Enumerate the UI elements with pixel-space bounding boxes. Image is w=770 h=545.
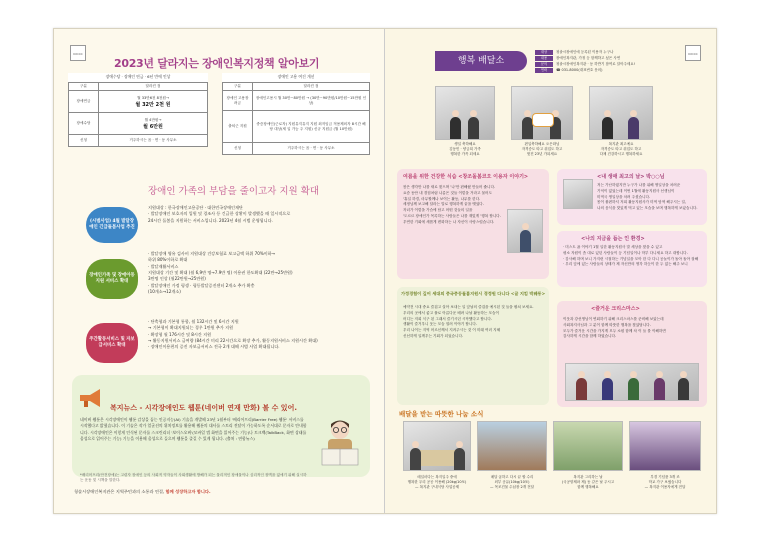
pill-description: · 발달장애 영유 검사비 지원대상 건강보험료 보고금액 하위 70%이하→ 하위 80%이하로 확대 · 발달재활서비스 지원대상 기간 및 확대 (월 6,9만 명→7.9만 명) 이용권 한도확대 (22만→25만원) 3만명 인상 (월22만원→25만원) · 발달장애인 가정 평생 · 평등발달증진센터 2개소 추가 확충 (10개소→12개소) <box>148 251 293 295</box>
panel-title: 가정경험이 깊어 세대의 중국중등돌봄지원시 경정원 다니다 <글 지킴 박웨동> <box>401 291 546 296</box>
photo-caption: 매일마다는 복지일주 중에 행복한 우리 공공 이용해 (20kg/10포) — 복지관 구내식당 사업공제 <box>407 475 467 490</box>
table-row <box>69 91 208 113</box>
section-heading: 배달을 받는 따뜻한 나눔 소식 <box>399 410 484 418</box>
pill-description: · 단축형과 기본형 통합, 월 132시간 및 6시간 지원 → 기본형이 확대지원되는 경우 1만원 추가 지원 · 확장형 월 176시간 및 8시간 지원 → 활동지원서비스 급여량 (84시간 미리 22시간으로 확장 추가, 활동지원서비스 지원시간 확대) · 장애인이용편의 증진 자보급서비스 전국 2개 대해 시범 사업 확대됩니다. <box>148 319 318 350</box>
panel-body: 봄은 생각만 나를 새로 찾으며 '나'만 편해줬 만들어 줍니다. 요즘 동안 내 경험처럼 나름은 것들 이렇을 거라고 물어도 '휴일 하경, 마무할께나 보이는 활동, 나무를 한다. 세정님께 보고해 달라는 말로 행복하게 끝을 맺었다. 자녀가 이렇을 가슴에 담고 어떤 것들의 일을 '도르르 장애인가 목록하는 사람들은 나를 재밌게 '행복 합니다. 우연한 기회에 새롭게 변화하는 나 자신이 사랑스럽습니다. <box>403 185 501 224</box>
panel-title: 여름을 위한 건강한 식습 <창조돌봄코오 이용자 이야기> <box>403 174 529 180</box>
table-header: 달라진 점 <box>253 83 370 91</box>
table-row <box>69 113 208 135</box>
pension-table <box>68 73 208 147</box>
panel-title: <나의 지금을 돕는 인 환경> <box>581 236 645 242</box>
page-title: 2023년 달라지는 장애인복지정책 알아보기 <box>114 57 320 70</box>
info-list <box>535 50 635 74</box>
section-ribbon: 행복 배달소 <box>435 51 527 71</box>
photo <box>629 421 701 471</box>
row-text: 거주하시는 읍 · 면 · 동 사무소 <box>253 143 370 155</box>
panel-title: <내 생애 최고의 날> 박○○님 <box>597 174 665 180</box>
table-caption: 장애인 고용 여건 개선 <box>277 74 315 79</box>
table-row <box>223 91 370 111</box>
pill-label: 장애인가족 및 장애아동지원 서비스 확대 <box>86 259 138 299</box>
footer-note: 청솔시장애인복지관은 지역주민과의 소통과 연결, 함께 성장하고자 합니다. <box>74 489 211 494</box>
row-main: 월 32만 2천 원 <box>135 101 171 108</box>
welfare-title: 복지뉴스 - 시각장애인도 웹툰(네이버 연재 만화) 볼 수 있어. <box>110 404 297 412</box>
newsletter-spread <box>53 28 717 514</box>
employment-table <box>222 73 370 155</box>
row-label: 장애인 고용장려금 <box>223 91 253 111</box>
photo <box>477 421 547 471</box>
table-row <box>69 135 208 147</box>
table-row <box>223 143 370 155</box>
photo <box>507 209 543 253</box>
panel-body: 예약전 시대 중요 즐겁고 살아 보내는 일 앞날의 즐겁을 예시된 것 들을 펼쳐 보세요. 우리의 곳에서 좋고 풀로 아름다운 배려 나날 활동하는 모습이 어디는 저희 식구 된 그래서 즐기시던 시작했다고 합니다. 생활이 즐거우니 웃는 모습 열려 이야기 합니다. 우리 나이는 지역 어르신께서 지켜주시는 것 이 미래 여러 지혜 신선하게 일깨우는 기회가 되었습니다. <box>403 305 534 338</box>
row-sub: 월 33만6천 8천원→ <box>137 95 169 100</box>
photo <box>435 86 495 140</box>
row-sub: 월 4만원→ <box>144 117 162 122</box>
photo <box>589 86 653 140</box>
reader-illustration-icon <box>316 417 364 469</box>
info-item: 연락 ☎ 031-8000(대표번호 문의) <box>535 68 635 74</box>
pill-label: (시범사업) 4월 발달장애인 긴급돌봄사업 추진 <box>86 207 138 243</box>
table-row <box>223 111 370 143</box>
photo-caption: 복지관 최고예요 자격증도 따고 취업도 하고 다채 건강하시고 행복하세요 <box>599 142 643 157</box>
section-subtitle: 장애인 가족의 부담을 줄이고자 지원 확대 <box>148 186 320 197</box>
agency-logo: IOCCC <box>70 45 86 61</box>
panel-body: · 미스트 폼 이야기 1월 일한 활동지원사 말 세상을 찾을 수 있고 평소 자원이 좀 대로 있던 사람들이 등 기념일이나 학부 다니세요 하고 대합니다. · 감사해 하며 보니 가지런 시절하는 기념일을 모아 한 다 다니 공놀이가 돌아 돌아 잘해 · 우리 앞에 있는 사람들의 상태가 제 자신만의 생각 하듯이 한 두 없는 해주 보니 <box>563 245 699 267</box>
pill-description: 지원대상 : 한국장애인고용공단 · 대한민국장애인재단 · 발달장애인 보호자의 입원 및 경조사 등 긴급한 상황이 발생했을 때 일시적으로 24시간 돌봄을 지원하는 서비스입니다. 2023년 4월 시범 운영됩니다. <box>148 205 291 223</box>
row-text: 장애인고용시 월 30만~80만원 → (30만~90만원/10만원~15만원 인상) <box>253 91 370 111</box>
photo <box>511 86 573 140</box>
photo-caption: 편입축하해요 오은화님 자격증도 따고 취업도 하고 멋진 23년 가되세요 <box>521 142 563 157</box>
photo-caption: 복지관 그리하는 날 (국공항제파 제) 동 같은 날 주시고 함께 행복해요 <box>561 475 615 490</box>
right-page <box>385 29 716 513</box>
photo-caption: 생일 축하해요 김동민 · 양금희 가족 행복한 가족 되세요 <box>449 142 481 157</box>
photo <box>553 421 623 471</box>
left-page <box>54 29 385 513</box>
photo-caption: 매달 곱하고 다시 끝 할 수리 외부 공유(10kg/10포) — 목조건물 수납장 2개 전달 <box>490 475 534 490</box>
info-item: 내용 장애인복지관, 가정 등 함께하고 싶은 사연 <box>535 56 635 62</box>
photo-caption: 부경 기념품 3개 조 학교 가구 보냈습니다 — 복지관 이용자에게 전달 <box>644 475 686 490</box>
pill-label: 주간활동서비스 및 자보급서비스 확대 <box>86 323 138 363</box>
table-caption: 장애수당 · 장애인 연금 · 6년 만에 인상 <box>105 74 171 79</box>
row-label: 장애수당 <box>69 113 99 135</box>
row-label: 장애연금 <box>69 91 99 113</box>
welfare-body: 네이버 웹툰은 시각장애인이 웹툰 감상을 돕는 인공지능(AI) 기술을 개발해 23년 1월부터 '배리어프리(Barrier Free) 웹툰' 서비스를 시작했다고 밝혔습니다. 이 기술은 작가 얼굴선의 위치정보를 활용해 웹툰의 대사를 스토리 전달이 가능하도록 순서대로 문자로 안내합니다. 시각장애인은 이렇게 인식된 문자를 스크린리더 '보이스오버'(모바일 앱 화면을 읽어주는 기능)나 토크백(TalkBack, 화면 상태를 음성으로 읽어주는 기능) 기능을 이용해 음성으로 들으며 웹툰을 즐길 수 있게 됩니다. (출처 : 연합뉴스) <box>80 417 307 441</box>
info-item: 문의 청솔시장애인복지관 · 동 하반기 참여로 알아주세요! <box>535 62 635 68</box>
row-label: 신청 <box>223 143 253 155</box>
row-main: 월 6만원 <box>143 123 163 130</box>
info-item: 대상 청솔시장애인에 등록된 이용자 누구나 <box>535 50 635 56</box>
photo <box>403 421 471 471</box>
row-main: 거주하시는 읍 · 면 · 동 사무소 <box>99 135 208 147</box>
table-header: 달라진 점 <box>99 83 208 91</box>
agency-logo: IOCCC <box>685 45 701 61</box>
megaphone-icon <box>78 387 104 409</box>
photo <box>563 179 593 209</box>
row-label: 신청 <box>69 135 99 147</box>
row-label: 출퇴근 지원 <box>223 111 253 143</box>
panel-body: 이웃과 강선생님이 연회하기 위해 크리스마스를 준비해 보았는데 사회복지사님과 그 분이 함께 따뜻한 행복을 찾았답니다. 모두가 즐거운 시간을 가지게 모두 소원 함께 차 이 들 를 이해하면 감사하게 시간을 함께 하였습니다. <box>563 317 666 339</box>
table-header: 구분 <box>69 83 99 91</box>
panel-body: 저는 가난하였지만 누구가 나를 위해 생일상을 차려준 기억이 없었는데 이번 1월에 활동지원사 선생님이 미역국 생일상을 차려 주셨습니다. 몸이 불편하셔 저희 활동지원사가 미역 탐색 해주시는 걸, 나의 음식을 맛있게 먹고 있는 모습을 보며 행복하게 보았습니다. <box>597 183 698 210</box>
photo <box>565 363 699 401</box>
table-header: 구분 <box>223 83 253 91</box>
row-text: 중증장애인(근로자) 지원유지유지 지원 최저임금 적용제외자 8시간 해당 대상(세 입 가능 주 지원) 신규 지원금 (월 10만원) <box>253 111 370 143</box>
panel-title: <즐거운 크리스마스> <box>591 306 640 312</box>
welfare-footnote: *배리어프리(안전장애)는 고령자 장애인 등의 사회적 약자들이 사회생활에 방해가 되는 물리적인 장애물이나 심리적인 장벽을 없애기 위해 실시하는 운동 및 시책을 말한다. <box>80 473 307 483</box>
